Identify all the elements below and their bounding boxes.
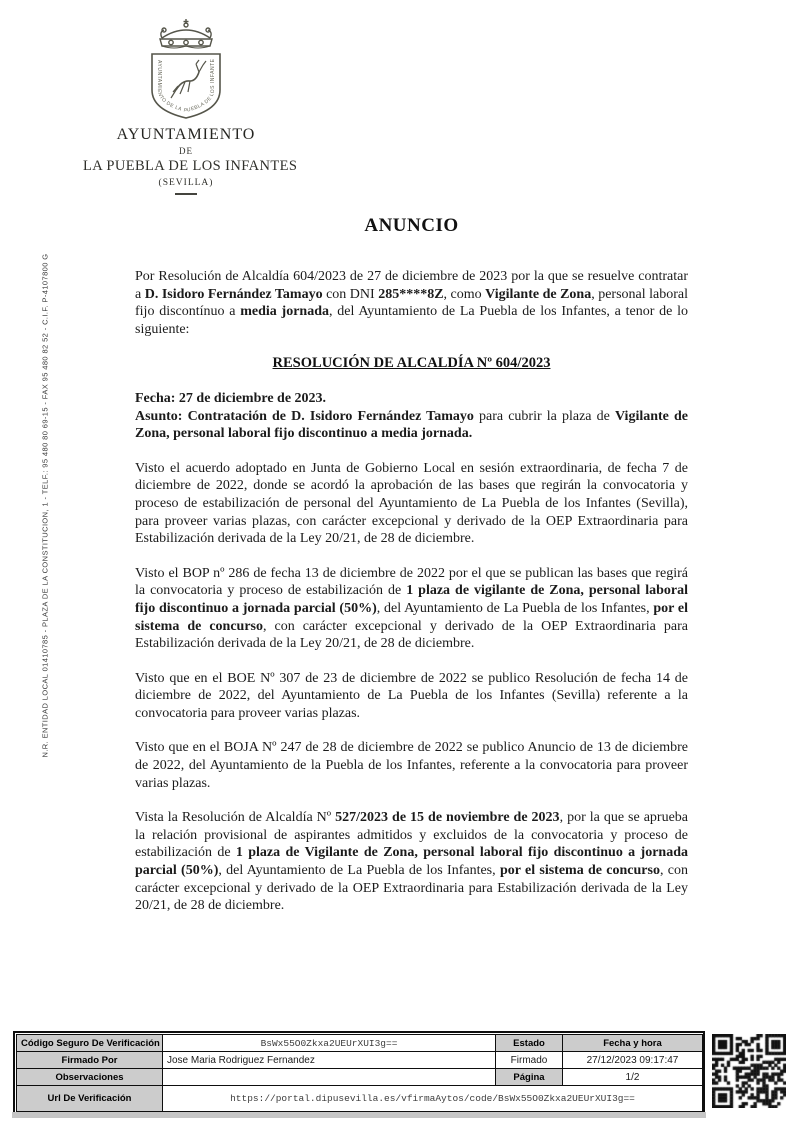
estado-value: Firmado [496, 1052, 563, 1069]
observaciones-value [163, 1069, 496, 1086]
footer-shadow-band [12, 1112, 706, 1118]
estado-label: Estado [496, 1035, 563, 1052]
fecha-line: Fecha: 27 de diciembre de 2023. [135, 390, 327, 406]
url-verificacion-value: https://portal.dipusevilla.es/vfirmaAytos/code/BsWx55O0Zkxa2UEUrXUI3g== [163, 1086, 703, 1112]
document-body [135, 268, 688, 915]
table-row [17, 1086, 703, 1112]
margin-registration-text: N.R. ENTIDAD LOCAL 01410785 - PLAZA DE LA CONSTITUCION, 1 - TELF.: 95 480 80 69-15 - FAX 95 480 82 52 - C.I.F. P-4107800 G [40, 253, 50, 758]
table-row [17, 1035, 703, 1052]
observaciones-label: Observaciones [17, 1069, 163, 1086]
header-rule [175, 193, 197, 195]
asunto-line: Asunto: Contratación de D. Isidoro Fernández Tamayo para cubrir la plaza de Vigilante de Zona, personal laboral fijo discontinuo a media jornada. [135, 408, 689, 442]
org-name-line4: (SEVILLA) [158, 178, 214, 188]
document-title: ANUNCIO [364, 215, 459, 236]
pagina-value: 1/2 [563, 1069, 703, 1086]
firmado-por-value: Jose Maria Rodriguez Fernandez [163, 1052, 496, 1069]
csv-label: Código Seguro De Verificación [17, 1035, 163, 1052]
pagina-label: Página [496, 1069, 563, 1086]
paragraph-boe: Visto que en el BOE Nº 307 de 23 de diciembre de 2022 se publico Resolución de fecha 14 de diciembre de 2022, del Ayuntamiento de La Puebla de los Infantes (Sevilla) referente a la convocatoria para proveer varias plazas. [135, 670, 688, 721]
org-name-line2: DE [179, 146, 193, 156]
paragraph-junta-gobierno: Visto el acuerdo adoptado en Junta de Gobierno Local en sesión extraordinaria, de fecha 7 de diciembre de 2022, donde se acordó la aprobación de las bases que regirán la convocatoria y proceso de estabilización de personal del Ayuntamiento de La Puebla de los Infantes (Sevilla), para proveer varias plazas, con carácter excepcional y derivado de la OEP Extraordinaria para Estabilización derivada de la Ley 20/21, de 28 de diciembre. [135, 460, 688, 547]
signature-verification-table [16, 1034, 703, 1112]
fecha-hora-value: 27/12/2023 09:17:47 [563, 1052, 703, 1069]
table-row [17, 1052, 703, 1069]
signature-verification-block [13, 1031, 705, 1115]
firmado-por-label: Firmado Por [17, 1052, 163, 1069]
org-name-line3: LA PUEBLA DE LOS INFANTES [83, 158, 298, 174]
fecha-hora-label: Fecha y hora [563, 1035, 703, 1052]
url-verificacion-label: Url De Verificación [17, 1086, 163, 1112]
svg-text:AYUNTAMIENTO DE LA PUEBLA DE L [156, 58, 216, 114]
paragraph-resolucion-527: Vista la Resolución de Alcaldía Nº 527/2023 de 15 de noviembre de 2023, por la que se aprueba la relación provisional de aspirantes admitidos y excluidos de la convocatoria y proceso de estabilización de 1 plaza de Vigilante de Zona, personal laboral fijo discontinuo a jornada parcial (50%), del Ayuntamiento de La Puebla de los Infantes, por el sistema de concurso, con carácter excepcional y derivado de la OEP Extraordinaria para Estabilización derivada de la Ley 20/21, de 28 de diciembre. [135, 810, 689, 914]
crest-inscription: AYUNTAMIENTO DE LA PUEBLA DE LOS INFANTES [155, 58, 217, 115]
deer-icon [171, 60, 206, 98]
paragraph-bop: Visto el BOP nº 286 de fecha 13 de diciembre de 2022 por el que se publican las bases que regirá la convocatoria y proceso de estabilización de 1 plaza de vigilante de Zona, personal laboral fijo discontinuo a jornada parcial (50%), del Ayuntamiento de La Puebla de los Infantes, por el sistema de concurso, con carácter excepcional y derivado de la OEP Extraordinaria para Estabilización derivada de la Ley 20/21, de 28 de diciembre. [135, 565, 688, 652]
table-row [17, 1069, 703, 1086]
org-header [83, 16, 298, 195]
org-name-line1: AYUNTAMIENTO [116, 126, 256, 143]
municipal-crest-icon [134, 16, 238, 120]
csv-value: BsWx55O0Zkxa2UEUrXUI3g== [163, 1035, 496, 1052]
resolution-heading: RESOLUCIÓN DE ALCALDÍA Nº 604/2023 [272, 355, 551, 372]
qr-code [712, 1034, 786, 1108]
intro-paragraph: Por Resolución de Alcaldía 604/2023 de 27 de diciembre de 2023 por la que se resuelve contratar a D. Isidoro Fernández Tamayo con DNI 285****8Z, como Vigilante de Zona, personal laboral fijo discontínuo a media jornada, del Ayuntamiento de La Puebla de los Infantes, a tenor de lo siguiente: [135, 269, 689, 337]
paragraph-boja: Visto que en el BOJA Nº 247 de 28 de diciembre de 2022 se publico Anuncio de 13 de diciembre de 2022, del Ayuntamiento de la Puebla de los Infantes, referente a la convocatoria para proveer varias plazas. [135, 740, 688, 791]
